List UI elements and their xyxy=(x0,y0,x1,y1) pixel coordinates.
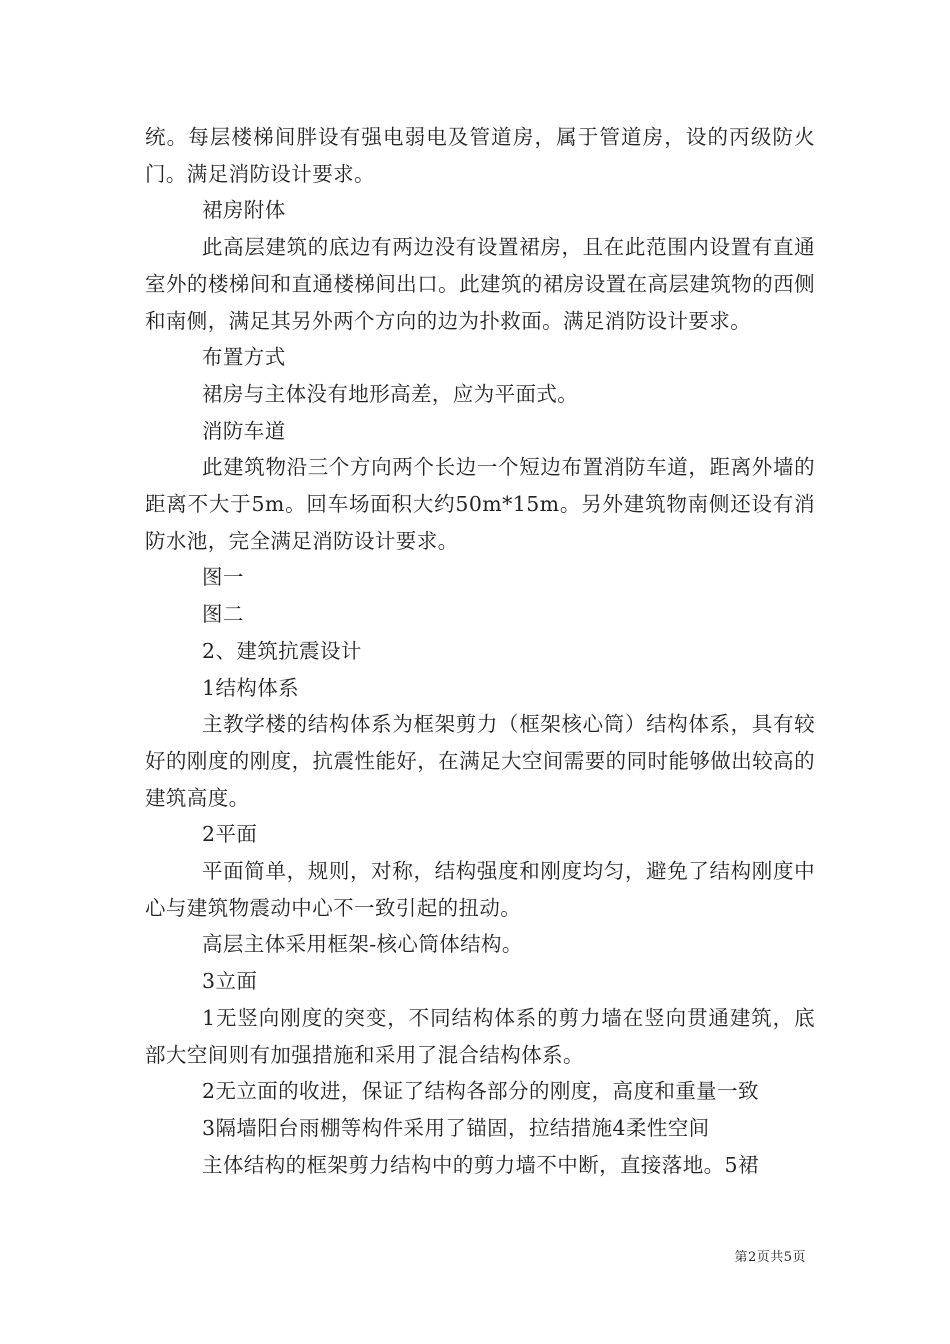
paragraph: 高层主体采用框架-核心筒体结构。 xyxy=(202,932,523,957)
paragraph: 2无立面的收进，保证了结构各部分的刚度，高度和重量一致 xyxy=(202,1079,759,1104)
paragraph: 裙房附体 xyxy=(202,198,286,223)
page-number: 第2页共5页 xyxy=(734,1250,806,1265)
paragraph: 此高层建筑的底边有两边没有设置裙房，且在此范围内设置有直通室外的楼梯间和直通楼梯间出口。此建筑的裙房设置在高层建筑物的西侧和南侧，满足其另外两个方向的边为扑救面。满足消防设计要求。 xyxy=(145,235,815,333)
paragraph: 2、建筑抗震设计 xyxy=(202,638,362,663)
paragraph: 消防车道 xyxy=(202,418,286,443)
paragraph: 裙房与主体没有地形高差，应为平面式。 xyxy=(202,381,579,406)
paragraph: 3立面 xyxy=(202,969,258,994)
paragraph: 主体结构的框架剪力结构中的剪力墙不中断，直接落地。5裙 xyxy=(202,1152,759,1177)
paragraph: 3隔墙阳台雨棚等构件采用了锚固，拉结措施4柔性空间 xyxy=(202,1115,710,1140)
paragraph: 2平面 xyxy=(202,822,258,847)
paragraph: 1无竖向刚度的突变，不同结构体系的剪力墙在竖向贯通建筑，底部大空间则有加强措施和采用了混合结构体系。 xyxy=(145,1005,815,1067)
paragraph: 平面简单，规则，对称，结构强度和刚度均匀，避免了结构刚度中心与建筑物震动中心不一致引起的扭动。 xyxy=(145,859,815,920)
paragraph: 此建筑物沿三个方向两个长边一个短边布置消防车道，距离外墙的距离不大于5m。回车场面积大约50m*15m。另外建筑物南侧还设有消防水池，完全满足消防设计要求。 xyxy=(145,455,815,553)
paragraph: 布置方式 xyxy=(202,345,286,370)
paragraph: 统。每层楼梯间胖设有强电弱电及管道房，属于管道房，设的丙级防火门。满足消防设计要求。 xyxy=(145,125,815,186)
paragraph: 图一 xyxy=(202,565,244,590)
paragraph: 图二 xyxy=(202,602,244,627)
paragraph: 1结构体系 xyxy=(202,675,300,700)
paragraph: 主教学楼的结构体系为框架剪力（框架核心筒）结构体系，具有较好的刚度的刚度，抗震性能好，在满足大空间需要的同时能够做出较高的建筑高度。 xyxy=(145,712,815,810)
document-body xyxy=(145,119,815,1183)
